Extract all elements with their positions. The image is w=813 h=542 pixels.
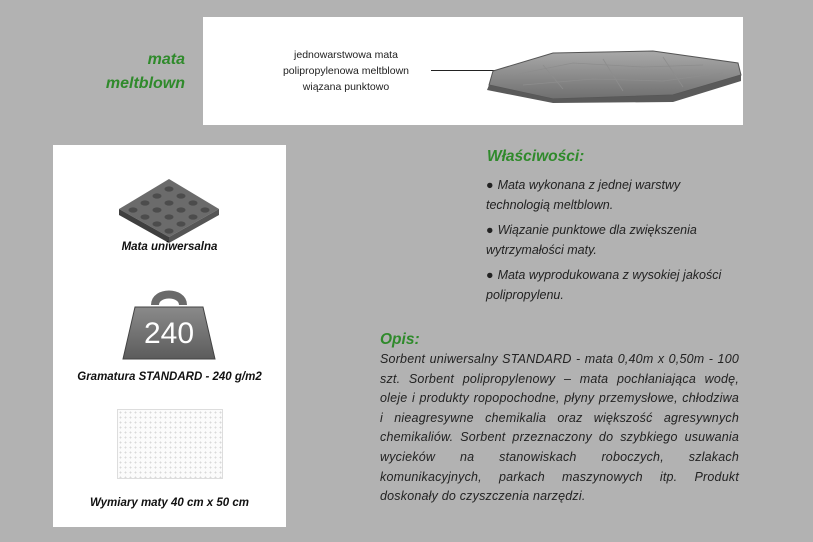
weight-caption: Gramatura STANDARD - 240 g/m2: [77, 371, 262, 383]
property-item: [486, 265, 746, 305]
mat-caption: Mata uniwersalna: [121, 241, 218, 253]
layer-caption-line-2: polipropylenowa meltblown: [282, 65, 410, 77]
top-panel: [203, 17, 743, 125]
bullet-icon: ●: [486, 223, 494, 237]
properties-title: Właściwości:: [487, 148, 585, 165]
title-line-2: meltblown: [105, 75, 185, 92]
description-text: Sorbent uniwersalny STANDARD - mata 0,40m x 0,50m - 100 szt. Sorbent polipropylenowy – mata pochłaniająca wodę, oleje i produkty ropopochodne, płyny przemysłowe, chłodziwa i nieagresywne chemikalia oraz większość agresywnych chemikaliów. Sorbent przeznaczony do szybkiego usuwania wycieków na stanowiskach roboczych, szlakach komunikacyjnych, parkach maszynowych itp. Produkt doskonały do czyszczenia narzędzi.: [380, 352, 739, 504]
mat-tile-icon: [115, 175, 223, 245]
bullet-icon: ●: [486, 268, 494, 282]
weight-value: 240: [143, 317, 195, 350]
property-text: Mata wykonana z jednej warstwy technologią meltblown.: [486, 178, 681, 212]
left-panel: [53, 145, 286, 527]
mat-layer-image: [483, 45, 743, 103]
product-title: [25, 48, 185, 96]
mat-sheet-image: [117, 409, 223, 479]
description-title: Opis:: [380, 331, 420, 348]
property-item: [486, 175, 746, 215]
title-line-1: mata: [147, 51, 185, 68]
properties-list: [486, 175, 746, 310]
property-text: Wiązanie punktowe dla zwiększenia wytrzymałości maty.: [486, 223, 697, 257]
layer-caption-line-3: wiązana punktowo: [302, 81, 390, 93]
bullet-icon: ●: [486, 178, 494, 192]
layer-caption: [261, 47, 431, 95]
size-caption: Wymiary maty 40 cm x 50 cm: [90, 497, 249, 509]
layer-caption-line-1: jednowarstwowa mata: [294, 49, 398, 61]
property-item: [486, 220, 746, 260]
property-text: Mata wyprodukowana z wysokiej jakości polipropylenu.: [486, 268, 722, 302]
